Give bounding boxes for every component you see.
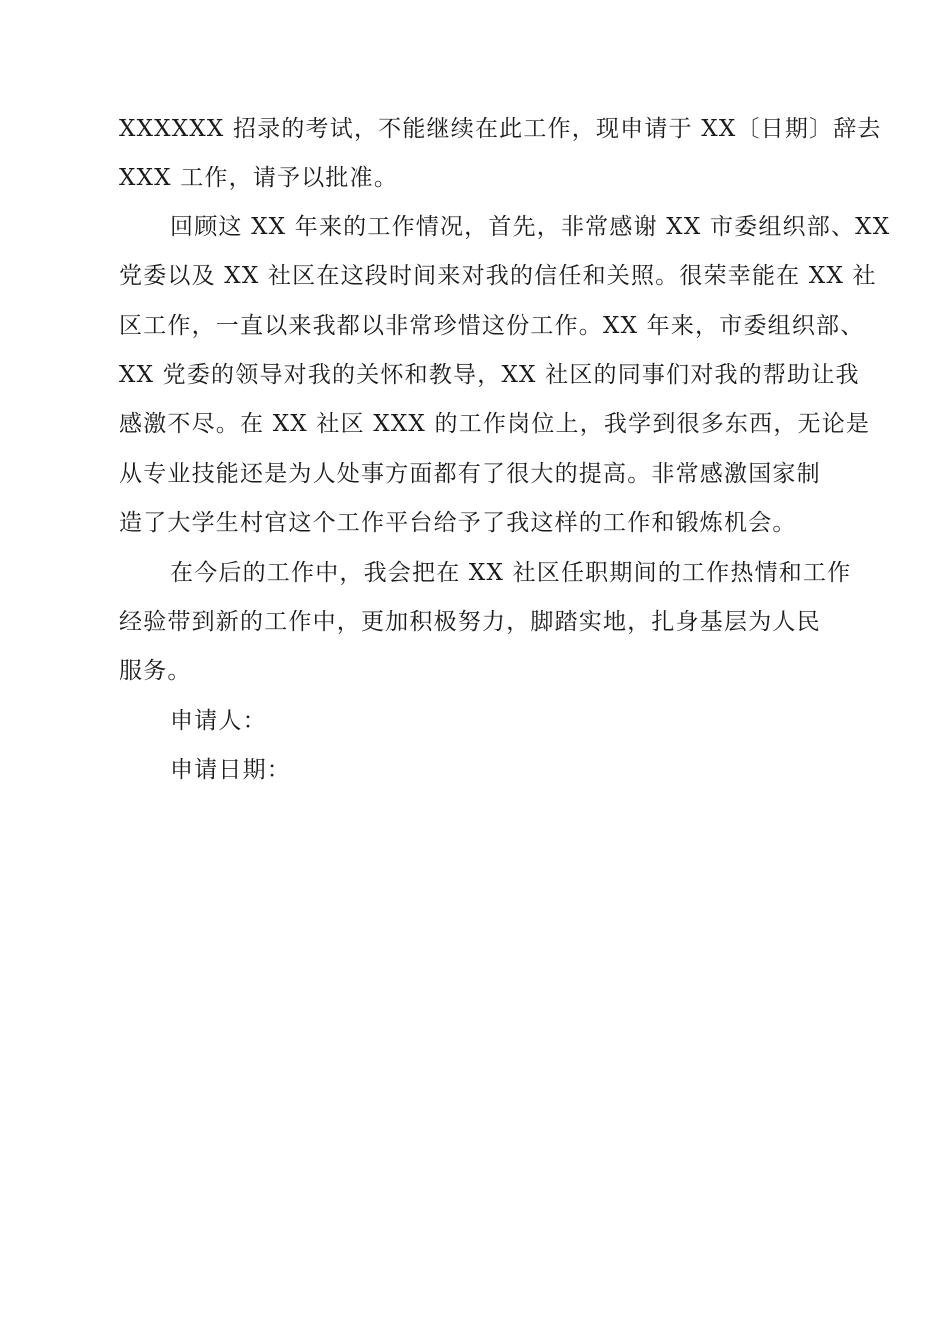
body-line: 经验带到新的工作中，更加积极努力，脚踏实地，扎身基层为人民 xyxy=(119,609,821,635)
body-line: XXX 工作，请予以批准。 xyxy=(119,165,399,191)
application-date-label: 申请日期： xyxy=(170,757,291,783)
paragraph-line: 在今后的工作中，我会把在 XX 社区任职期间的工作热情和工作 xyxy=(170,560,852,586)
body-line: 造了大学生村官这个工作平台给予了我这样的工作和锻炼机会。 xyxy=(119,510,797,536)
body-line: 感激不尽。在 XX 社区 XXX 的工作岗位上，我学到很多东西，无论是 xyxy=(119,411,871,437)
applicant-label: 申请人： xyxy=(170,708,267,734)
paragraph-line: 回顾这 XX 年来的工作情况，首先，非常感谢 XX 市委组织部、XX xyxy=(170,214,891,240)
body-line: 区工作，一直以来我都以非常珍惜这份工作。XX 年来，市委组织部、 xyxy=(119,313,865,339)
body-line: XXXXXX 招录的考试，不能继续在此工作，现申请于 XX〔日期〕辞去 xyxy=(119,116,882,142)
body-line: 党委以及 XX 社区在这段时间来对我的信任和关照。很荣幸能在 XX 社 xyxy=(119,263,877,289)
body-line: 从专业技能还是为人处事方面都有了很大的提高。非常感激国家制 xyxy=(119,461,821,487)
body-line: XX 党委的领导对我的关怀和教导，XX 社区的同事们对我的帮助让我 xyxy=(119,362,860,388)
body-line: 服务。 xyxy=(119,658,192,684)
